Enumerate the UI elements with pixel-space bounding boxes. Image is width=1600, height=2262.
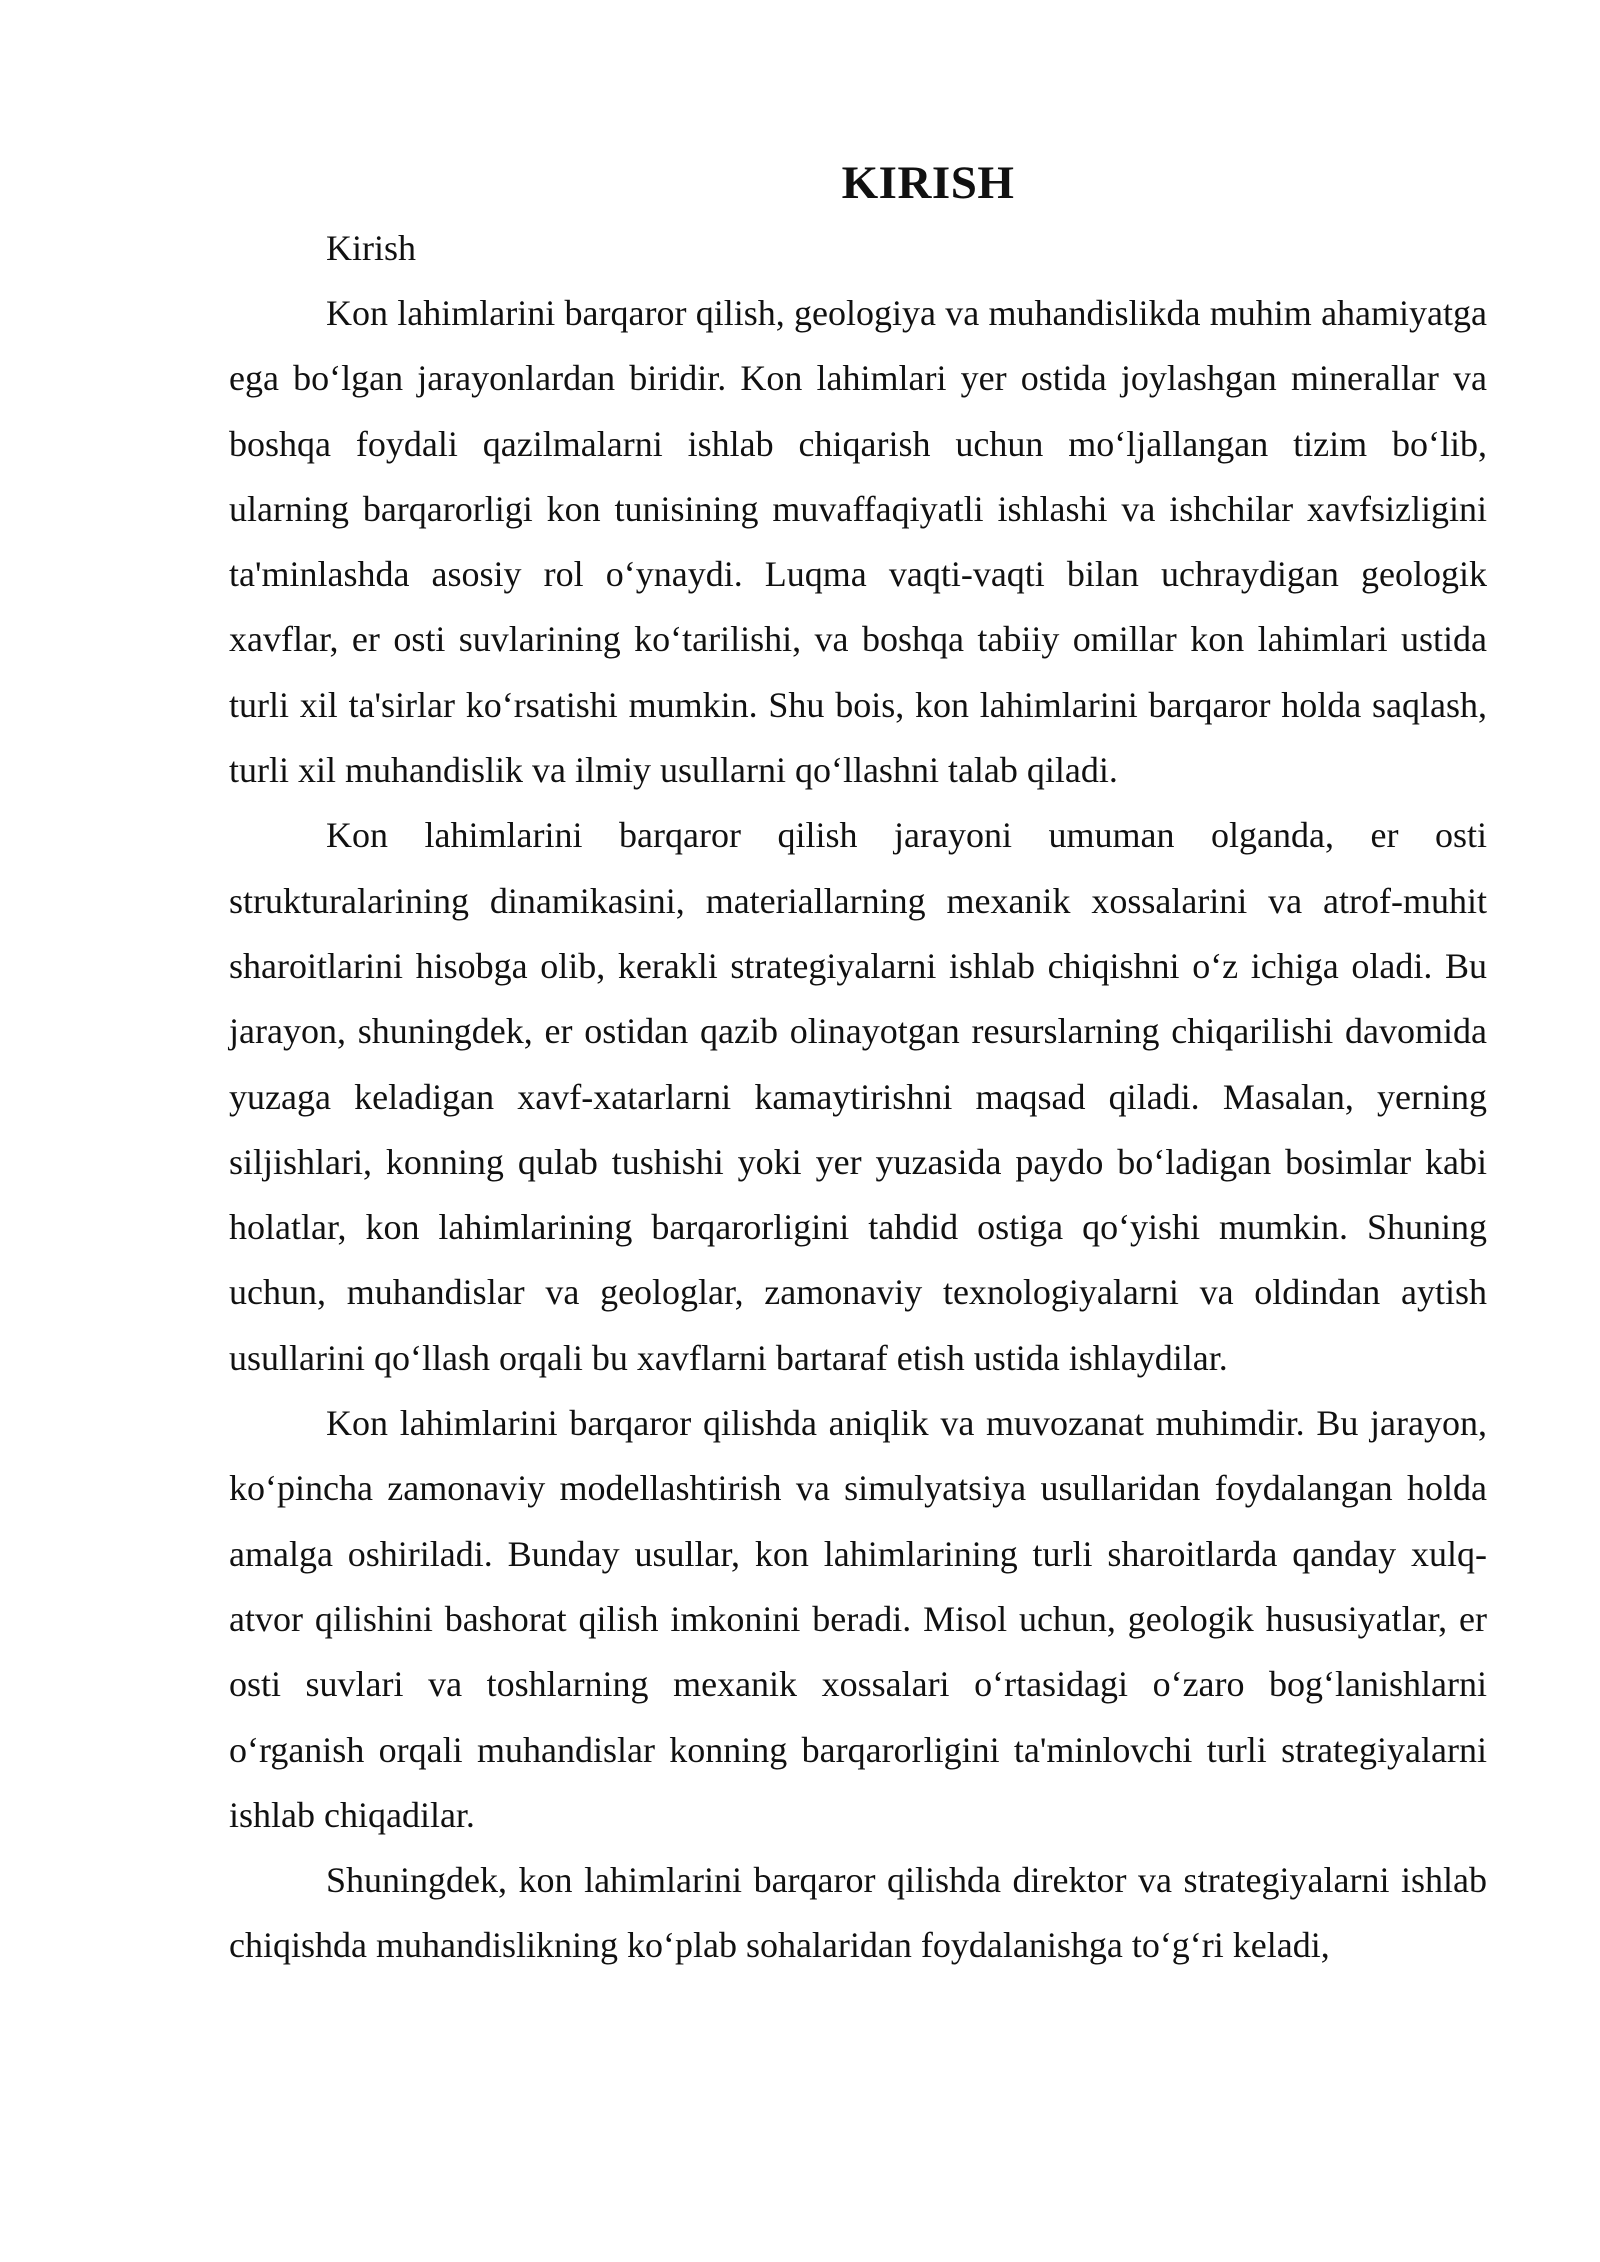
- document-body: [229, 150, 1487, 1979]
- section-subheading: Kirish: [326, 228, 416, 268]
- paragraph-3: Kon lahimlarini barqaror qilishda aniqlik va muvozanat muhimdir. Bu jarayon, ko‘pincha zamonaviy modellashtirish va simulyatsiya usullaridan foydalangan holda amalga oshiriladi. Bunday usullar, kon lahimlarining turli sharoitlarda qanday xulq-atvor qilishini bashorat qilish imkonini beradi. Misol uchun, geologik hususiyatlar, er osti suvlari va toshlarning mexanik xossalari o‘rtasidagi o‘zaro bog‘lanishlarni o‘rganish orqali muhandislar konning barqarorligini ta'minlovchi turli strategiyalarni ishlab chiqadilar.: [229, 1403, 1487, 1835]
- paragraph-1: Kon lahimlarini barqaror qilish, geologiya va muhandislikda muhim ahamiyatga ega bo‘lgan jarayonlardan biridir. Kon lahimlari yer ostida joylashgan minerallar va boshqa foydali qazilmalarni ishlab chiqarish uchun mo‘ljallangan tizim bo‘lib, ularning barqarorligi kon tunisining muvaffaqiyatli ishlashi va ishchilar xavfsizligini ta'minlashda asosiy rol o‘ynaydi. Luqma vaqti-vaqti bilan uchraydigan geologik xavflar, er osti suvlarining ko‘tarilishi, va boshqa tabiiy omillar kon lahimlari ustida turli xil ta'sirlar ko‘rsatishi mumkin. Shu bois, kon lahimlarini barqaror holda saqlash, turli xil muhandislik va ilmiy usullarni qo‘llashni talab qiladi.: [229, 293, 1487, 791]
- paragraph-4: Shuningdek, kon lahimlarini barqaror qilishda direktor va strategiyalarni ishlab chiqishda muhandislikning ko‘plab sohalaridan foydalanishga to‘g‘ri keladi,: [229, 1860, 1487, 1966]
- paragraph-2: Kon lahimlarini barqaror qilish jarayoni umuman olganda, er osti strukturalarining dinamikasini, materiallarning mexanik xossalarini va atrof-muhit sharoitlarini hisobga olib, kerakli strategiyalarni ishlab chiqishni o‘z ichiga oladi. Bu jarayon, shuningdek, er ostidan qazib olinayotgan resurslarning chiqarilishi davomida yuzaga keladigan xavf-xatarlarni kamaytirishni maqsad qiladi. Masalan, yerning siljishlari, konning qulab tushishi yoki yer yuzasida paydo bo‘ladigan bosimlar kabi holatlar, kon lahimlarining barqarorligini tahdid ostiga qo‘yishi mumkin. Shuning uchun, muhandislar va geologlar, zamonaviy texnologiyalarni va oldindan aytish usullarini qo‘llash orqali bu xavflarni bartaraf etish ustida ishlaydilar.: [229, 815, 1487, 1378]
- page-title: KIRISH: [841, 157, 1015, 209]
